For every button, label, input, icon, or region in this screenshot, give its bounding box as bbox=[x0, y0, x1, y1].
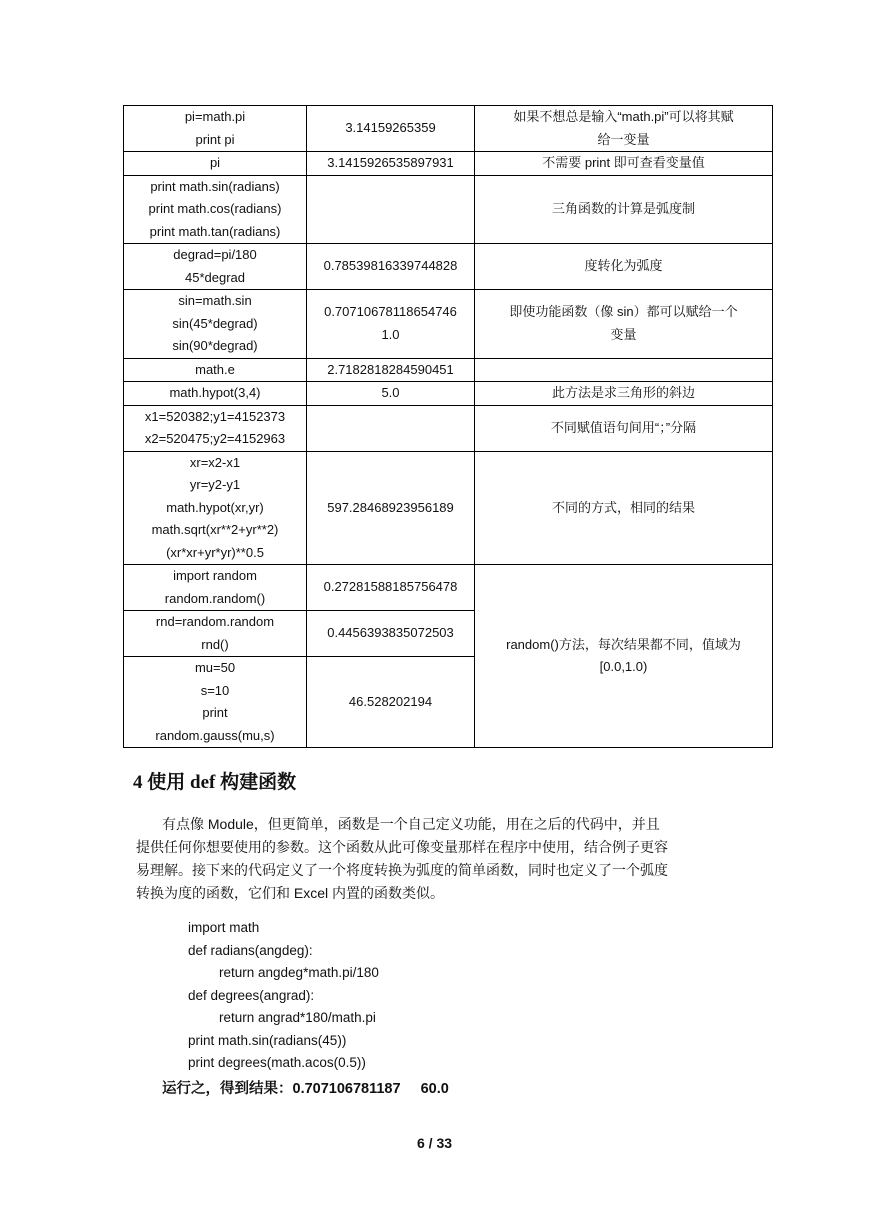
code-cell bbox=[124, 152, 307, 176]
code-cell-line: random.random() bbox=[164, 590, 266, 606]
python-math-table bbox=[123, 105, 773, 748]
table-row bbox=[124, 106, 773, 152]
code-cell-line: (xr*xr+yr*yr)**0.5 bbox=[166, 544, 264, 560]
section-heading: 4 使用 def 构建函数 bbox=[133, 772, 297, 793]
table-row bbox=[124, 565, 773, 611]
code-cell bbox=[124, 382, 307, 406]
code-cell bbox=[124, 290, 307, 359]
result-cell bbox=[307, 565, 475, 611]
result-cell-line: 46.528202194 bbox=[348, 693, 433, 709]
result-cell-line: 3.14159265359 bbox=[345, 120, 436, 136]
page-number: 6 / 33 bbox=[416, 1135, 453, 1151]
table-row bbox=[124, 358, 773, 382]
result-cell bbox=[307, 106, 475, 152]
code-cell-line: random.gauss(mu,s) bbox=[155, 727, 275, 743]
table-row bbox=[124, 152, 773, 176]
code-cell bbox=[124, 451, 307, 565]
paragraph-line: 提供任何你想要使用的参数。这个函数从此可像变量那样在程序中使用，结合例子更容 bbox=[136, 839, 668, 855]
note-cell-line: 给一变量 bbox=[597, 131, 650, 147]
code-cell-line: yr=y2-y1 bbox=[189, 477, 241, 492]
code-cell-line: pi bbox=[209, 155, 221, 170]
code-cell bbox=[124, 358, 307, 382]
code-block bbox=[188, 917, 379, 1075]
table-row bbox=[124, 290, 773, 359]
note-cell-line: 此方法是求三角形的斜边 bbox=[551, 385, 695, 400]
run-result bbox=[162, 1077, 449, 1098]
result-cell-line: 2.7182818284590451 bbox=[327, 361, 454, 377]
note-cell-line: 度转化为弧度 bbox=[584, 258, 663, 274]
code-cell-line: rnd() bbox=[201, 636, 229, 652]
note-cell-line: random()方法，每次结果都不同，值域为 bbox=[506, 636, 741, 652]
result-cell-line: 0.27281588185756478 bbox=[323, 579, 458, 595]
paragraph-line: 易理解。接下来的代码定义了一个将度转换为弧度的简单函数，同时也定义了一个弧度 bbox=[136, 862, 668, 878]
code-cell bbox=[124, 657, 307, 748]
result-cell bbox=[307, 611, 475, 657]
note-cell-line: 变量 bbox=[610, 326, 637, 342]
note-cell bbox=[475, 244, 773, 290]
note-cell bbox=[475, 152, 773, 176]
code-cell-line: print pi bbox=[195, 131, 235, 147]
code-cell bbox=[124, 244, 307, 290]
table-row bbox=[124, 451, 773, 565]
note-cell bbox=[475, 382, 773, 406]
code-cell bbox=[124, 405, 307, 451]
code-cell-line: xr=x2-x1 bbox=[189, 454, 241, 470]
result-cell-line: 0.4456393835072503 bbox=[327, 625, 454, 641]
result-cell-line: 597.28468923956189 bbox=[327, 499, 454, 515]
table-row bbox=[124, 382, 773, 406]
result-cell bbox=[307, 152, 475, 176]
code-line: print degrees(math.acos(0.5)) bbox=[188, 1055, 366, 1070]
code-cell bbox=[124, 565, 307, 611]
code-line: import math bbox=[188, 920, 260, 935]
code-cell-line: math.e bbox=[195, 361, 235, 377]
result-value: 0.707106781187 bbox=[292, 1081, 401, 1097]
result-cell bbox=[307, 451, 475, 565]
code-line: def radians(angdeg): bbox=[188, 942, 313, 958]
note-cell-line: 如果不想总是输入“math.pi”可以将其赋 bbox=[513, 109, 734, 124]
paragraph-line: 有点像 Module，但更简单，函数是一个自己定义功能，用在之后的代码中，并且 bbox=[162, 816, 660, 832]
note-cell-line: 不需要 print 即可查看变量值 bbox=[542, 155, 705, 170]
result-cell bbox=[307, 358, 475, 382]
note-cell-line: 三角函数的计算是弧度制 bbox=[551, 201, 695, 216]
result-cell-line: 0.78539816339744828 bbox=[323, 258, 458, 274]
code-cell-line: sin(90*degrad) bbox=[172, 338, 258, 353]
note-cell bbox=[475, 290, 773, 359]
code-cell-line: x2=520475;y2=4152963 bbox=[144, 431, 286, 446]
result-cell-line: 5.0 bbox=[381, 385, 400, 400]
result-value: 60.0 bbox=[420, 1081, 449, 1097]
note-cell bbox=[475, 451, 773, 565]
note-cell-line: [0.0,1.0) bbox=[599, 659, 648, 674]
paragraph-line: 转换为度的函数，它们和 Excel 内置的函数类似。 bbox=[136, 885, 445, 901]
result-cell-line: 3.1415926535897931 bbox=[327, 155, 454, 170]
result-cell-line: 1.0 bbox=[381, 326, 400, 342]
code-cell-line: degrad=pi/180 bbox=[173, 247, 257, 262]
code-cell-line: import random bbox=[173, 568, 257, 583]
code-cell-line: pi=math.pi bbox=[184, 109, 246, 124]
note-cell bbox=[475, 405, 773, 451]
table-row bbox=[124, 244, 773, 290]
note-cell bbox=[475, 358, 773, 382]
code-line: print math.sin(radians(45)) bbox=[188, 1032, 347, 1048]
code-cell-line: print math.sin(radians) bbox=[150, 178, 280, 194]
code-cell-line: print math.tan(radians) bbox=[149, 223, 281, 239]
code-cell-line: print bbox=[202, 705, 228, 720]
result-cell bbox=[307, 244, 475, 290]
note-cell-line: 不同的方式，相同的结果 bbox=[551, 499, 695, 515]
code-cell bbox=[124, 175, 307, 244]
code-cell-line: sin=math.sin bbox=[178, 293, 252, 308]
table-row bbox=[124, 175, 773, 244]
code-line: return angrad*180/math.pi bbox=[219, 1010, 376, 1025]
code-cell-line: mu=50 bbox=[194, 660, 236, 675]
code-cell-line: 45*degrad bbox=[185, 269, 245, 285]
result-cell bbox=[307, 290, 475, 359]
note-cell-line: 即使功能函数（像 sin）都可以赋给一个 bbox=[509, 304, 738, 320]
result-cell bbox=[307, 657, 475, 748]
code-cell bbox=[124, 611, 307, 657]
result-cell bbox=[307, 382, 475, 406]
code-cell bbox=[124, 106, 307, 152]
note-cell bbox=[475, 175, 773, 244]
code-line: def degrees(angrad): bbox=[188, 987, 315, 1003]
note-cell-line: 不同赋值语句间用“；”分隔 bbox=[550, 419, 697, 435]
result-cell bbox=[307, 175, 475, 244]
result-cell-line: 0.70710678118654746 bbox=[324, 304, 457, 320]
code-cell-line: s=10 bbox=[200, 682, 230, 698]
note-cell bbox=[475, 565, 773, 748]
code-cell-line: math.hypot(3,4) bbox=[169, 385, 261, 400]
code-cell-line: math.hypot(xr,yr) bbox=[166, 499, 264, 515]
intro-paragraph bbox=[136, 813, 742, 905]
result-cell bbox=[307, 405, 475, 451]
code-cell-line: rnd=random.random bbox=[155, 614, 275, 629]
result-label: 运行之，得到结果： bbox=[162, 1081, 293, 1097]
code-cell-line: print math.cos(radians) bbox=[148, 201, 282, 216]
code-cell-line: math.sqrt(xr**2+yr**2) bbox=[151, 522, 279, 537]
table-row bbox=[124, 405, 773, 451]
code-cell-line: x1=520382;y1=4152373 bbox=[144, 408, 286, 424]
note-cell bbox=[475, 106, 773, 152]
code-cell-line: sin(45*degrad) bbox=[172, 315, 258, 331]
code-line: return angdeg*math.pi/180 bbox=[219, 965, 379, 980]
